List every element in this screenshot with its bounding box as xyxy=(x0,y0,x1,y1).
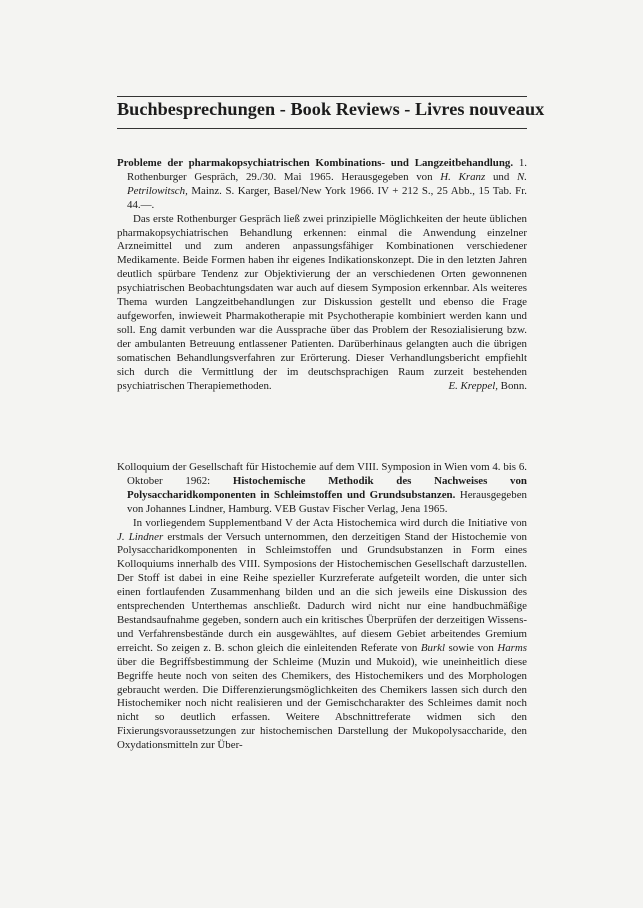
review-title: Histochemische Methodik des Nachweises von Polysaccharidkomponenten in Schleimstoffen und Grundsubstanzen. xyxy=(127,474,527,501)
citation-text: Mainz. S. Karger, Basel/New York 1966. IV + 212 S., 25 Abb., 15 Tab. Fr. 44.—. xyxy=(127,184,527,211)
citation-text: und xyxy=(485,170,517,183)
review-paragraph: sowie von xyxy=(445,641,498,654)
review-paragraph: erstmals der Versuch unternommen, den derzeitigen Stand der Histochemie von Polysaccharidkomponenten in Schleimstoffen und Grundsubstanzen in Form eines Kolloquiums innerhalb des VIII. Symposions der Histochemischen Gesellschaft darzustellen. Der Stoff ist dabei in eine Reihe spezieller Kurzreferate aufgeteilt worden, die unter sich einen fortlaufenden Zusammenhang bilden und an die sich jeweils eine Diskussion des entsprechenden Unterthemas anschließt. Dadurch wird nicht nur eine handbuchmäßige Bestandsaufnahme gegeben, sondern auch ein kritisches Überprüfen der derzeitigen Wissens- und Verfahrensbestände durch ein ausgewähltes, auf diesem Gebiet arbeitendes Gremium erreicht. So zeigen z. B. schon gleich die einleitenden Referate von xyxy=(117,530,527,654)
review-histochemie xyxy=(117,461,527,753)
review-pharmakopsychiatrie xyxy=(117,157,527,393)
person-name: J. Lindner xyxy=(117,530,164,543)
header-rule-top xyxy=(117,96,527,97)
header-rule-bottom xyxy=(117,128,527,129)
section-title: Buchbesprechungen - Book Reviews - Livres nouveaux xyxy=(117,99,545,119)
review-body xyxy=(117,213,527,394)
review-paragraph: Das erste Rothenburger Gespräch ließ zwei prinzipielle Möglichkeiten der heute üblichen pharmakopsychiatrischen Behandlung erkennen: einmal die Anwendung einzelner Arzneimittel und zum anderen anpassungsfähiger Kombinationen verschiedener Medikamente. Beide Formen haben ihr eigenes Indikationskonzept. Die in den letzten Jahren deutlich spürbare Tendenz zur Objektivierung der an verschiedenen Orten gewonnenen psychiatrischen Beobachtungsdaten war auch auf diesem Symposion erkennbar. Als weiteres Thema wurden Langzeitbehandlungen zur Diskussion gestellt und ebenso die Frage aufgeworfen, inwieweit Pharmakotherapie mit Psychotherapie kombiniert werden kann und soll. Eng damit verbunden war die Aussprache über das Problem der Resozialisierung bzw. der ambulanten Betreuung entlassener Patienten. Darüberhinaus gelangten auch die übrigen somatischen Behandlungsverfahren zur Erörterung. Dieser Verhandlungsbericht empfiehlt sich durch die Vermittlung der im deutschsprachigen Raum zurzeit bestehenden psychiatrischen Therapiemethoden. xyxy=(117,212,527,392)
citation-text: Kolloquium der Gesellschaft für Histochemie auf dem VIII. Symposion in Wien vom 4. bis 6. Oktober 1962: xyxy=(117,461,527,487)
review-body xyxy=(117,517,527,753)
reviewer-city: Bonn. xyxy=(497,379,527,392)
review-paragraph: über die Begriffsbestimmung der Schleime (Muzin und Mukoid), wie uneinheitlich diese Begriffe heute noch von seiten des Chemikers, des Histochemikers und des Morphologen gebraucht werden. Die Differenzierungsmöglichkeiten des Chemikers lassen sich durch den Histochemiker noch nicht realisieren und der Gemischcharakter des Schleimes damit noch nicht so deutlich erfassen. Weitere Abschnittreferate widmen sich den Fixierungsvoraussetzungen zur histochemischen Darstellung der Mukopolysaccharide, den Oxydationsmitteln zur Über- xyxy=(117,655,527,752)
citation-text: Herausgegeben von Johannes Lindner, Hamburg. VEB Gustav Fischer Verlag, Jena 1965. xyxy=(127,488,527,515)
editor-name: N. Petrilowitsch, xyxy=(127,170,527,197)
review-citation xyxy=(117,157,527,213)
person-name: Burkl xyxy=(420,641,446,654)
reviewer-name: E. Kreppel, xyxy=(448,379,498,392)
review-citation xyxy=(117,461,527,517)
review-title: Probleme der pharmakopsychiatrischen Kombinations- und Langzeitbehandlung. xyxy=(117,157,514,169)
citation-text: 1. Rothenburger Gespräch, 29./30. Mai 1965. Herausgegeben von xyxy=(127,157,527,183)
editor-name: H. Kranz xyxy=(440,170,486,183)
reviewer-signature xyxy=(432,380,527,394)
review-paragraph: In vorliegendem Supplementband V der Acta Histochemica wird durch die Initiative von xyxy=(133,516,527,529)
person-name: Harms xyxy=(497,641,527,654)
